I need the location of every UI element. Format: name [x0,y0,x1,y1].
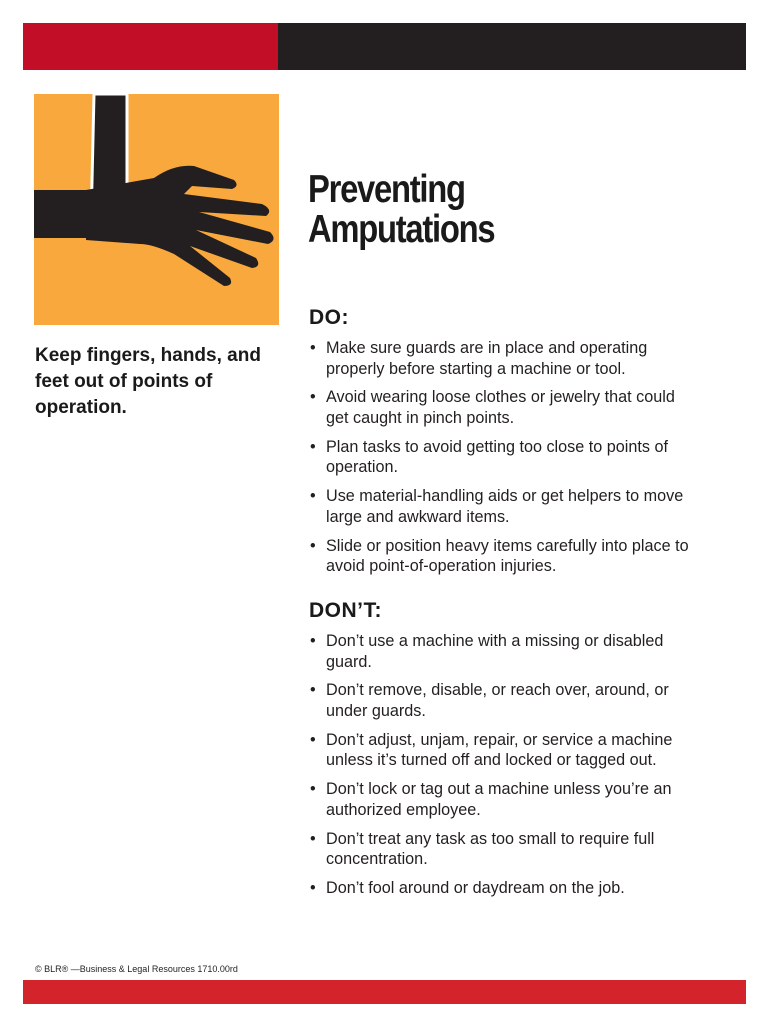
list-item-text: Use material-handling aids or get helpers to move large and awkward items. [326,487,684,526]
list-item [310,387,690,428]
bullet-icon: • [310,339,316,357]
page-title [308,170,560,250]
bullet-icon: • [310,487,316,506]
list-item-text: Slide or position heavy items carefully into place to avoid point-of-operation injuries. [326,536,689,576]
list-item [310,730,690,771]
dont-list [310,631,690,907]
list-item [310,829,690,870]
copyright-footer: © BLR® —Business & Legal Resources 1710.00rd [35,964,238,974]
bullet-icon: • [310,536,316,555]
list-item-text: Avoid wearing loose clothes or jewelry that could get caught in pinch points. [326,388,675,427]
bullet-icon: • [310,388,316,407]
bullet-icon: • [310,437,316,456]
bullet-icon: • [310,730,316,749]
list-item-text: Don’t lock or tag out a machine unless you’re an authorized employee. [326,780,672,819]
bullet-icon: • [310,829,316,848]
list-item [310,338,690,379]
dont-heading: DON’T: [309,599,382,622]
bullet-icon: • [310,878,316,897]
list-item-text: Don’t fool around or daydream on the job. [326,878,625,897]
list-item-text: Don’t adjust, unjam, repair, or service a machine unless it’s turned off and locked or tagged out. [326,730,673,770]
title-line-2: Amputations [308,208,495,251]
list-item-text: Don’t treat any task as too small to require full concentration. [326,829,655,869]
header-bar-dark [278,23,746,70]
list-item [310,536,690,577]
blade-hand-icon [34,94,279,325]
list-item [310,878,690,899]
list-item [310,779,690,820]
list-item-text: Don’t use a machine with a missing or disabled guard. [326,632,664,671]
bullet-icon: • [310,780,316,799]
list-item [310,437,690,478]
list-item-text: Don’t remove, disable, or reach over, around, or under guards. [326,681,669,720]
do-heading: DO: [309,306,349,329]
list-item [310,486,690,527]
bullet-icon: • [310,681,316,700]
list-item-text: Plan tasks to avoid getting too close to points of operation. [326,437,668,477]
bullet-icon: • [310,632,316,650]
footer-bar-red [23,980,746,1004]
do-list [310,338,690,585]
header-bar-red [23,23,278,70]
title-line-1: Preventing [308,168,465,211]
list-item [310,631,690,672]
list-item-text: Make sure guards are in place and operating properly before starting a machine or tool. [326,339,648,378]
tagline: Keep fingers, hands, and feet out of points of operation. [35,345,261,418]
list-item [310,680,690,721]
